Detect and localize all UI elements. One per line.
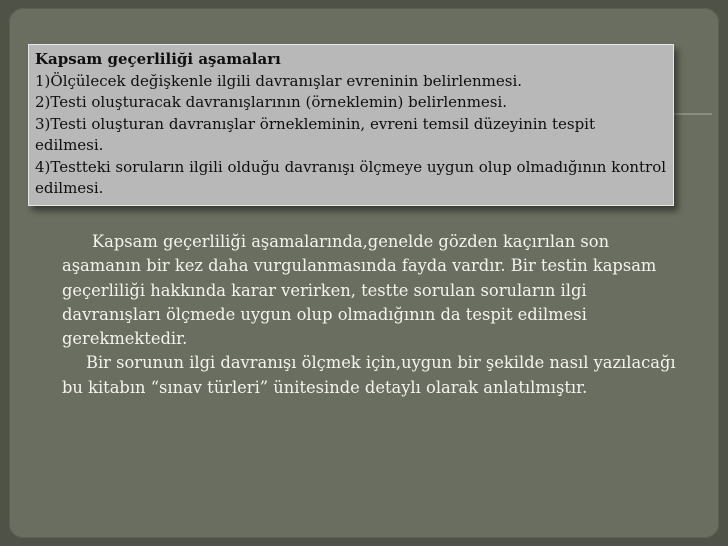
definition-item-4: 4)Testteki soruların ilgili olduğu davranışı ölçmeye uygun olup olmadığının kontrol edilmesi.	[35, 157, 667, 197]
body-text	[62, 230, 682, 400]
definition-item-1: 1)Ölçülecek değişkenle ilgili davranışlar evreninin belirlenmesi.	[35, 71, 523, 90]
definition-box	[28, 44, 674, 206]
definition-box-title: Kapsam geçerliliği aşamaları	[35, 50, 281, 68]
body-paragraph-1: Kapsam geçerliliği aşamalarında,genelde gözden kaçırılan son aşamanın bir kez daha vurgulanmasında fayda vardır. Bir testin kapsam geçerliliği hakkında karar verirken, testte sorulan soruların ilgi davranışları ölçmede uygun olup olmadığının da tespit edilmesi gerekmektedir.	[62, 232, 657, 349]
definition-item-3: 3)Testi oluşturan davranışlar örnekleminin, evreni temsil düzeyinin tespit edilmesi.	[35, 114, 596, 154]
definition-item-2: 2)Testi oluşturacak davranışlarının (örneklemin) belirlenmesi.	[35, 93, 508, 111]
body-paragraph-2: Bir sorunun ilgi davranışı ölçmek için,uygun bir şekilde nasıl yazılacağı bu kitabın “sınav türleri” ünitesinde detaylı olarak anlatılmıştır.	[62, 353, 676, 397]
